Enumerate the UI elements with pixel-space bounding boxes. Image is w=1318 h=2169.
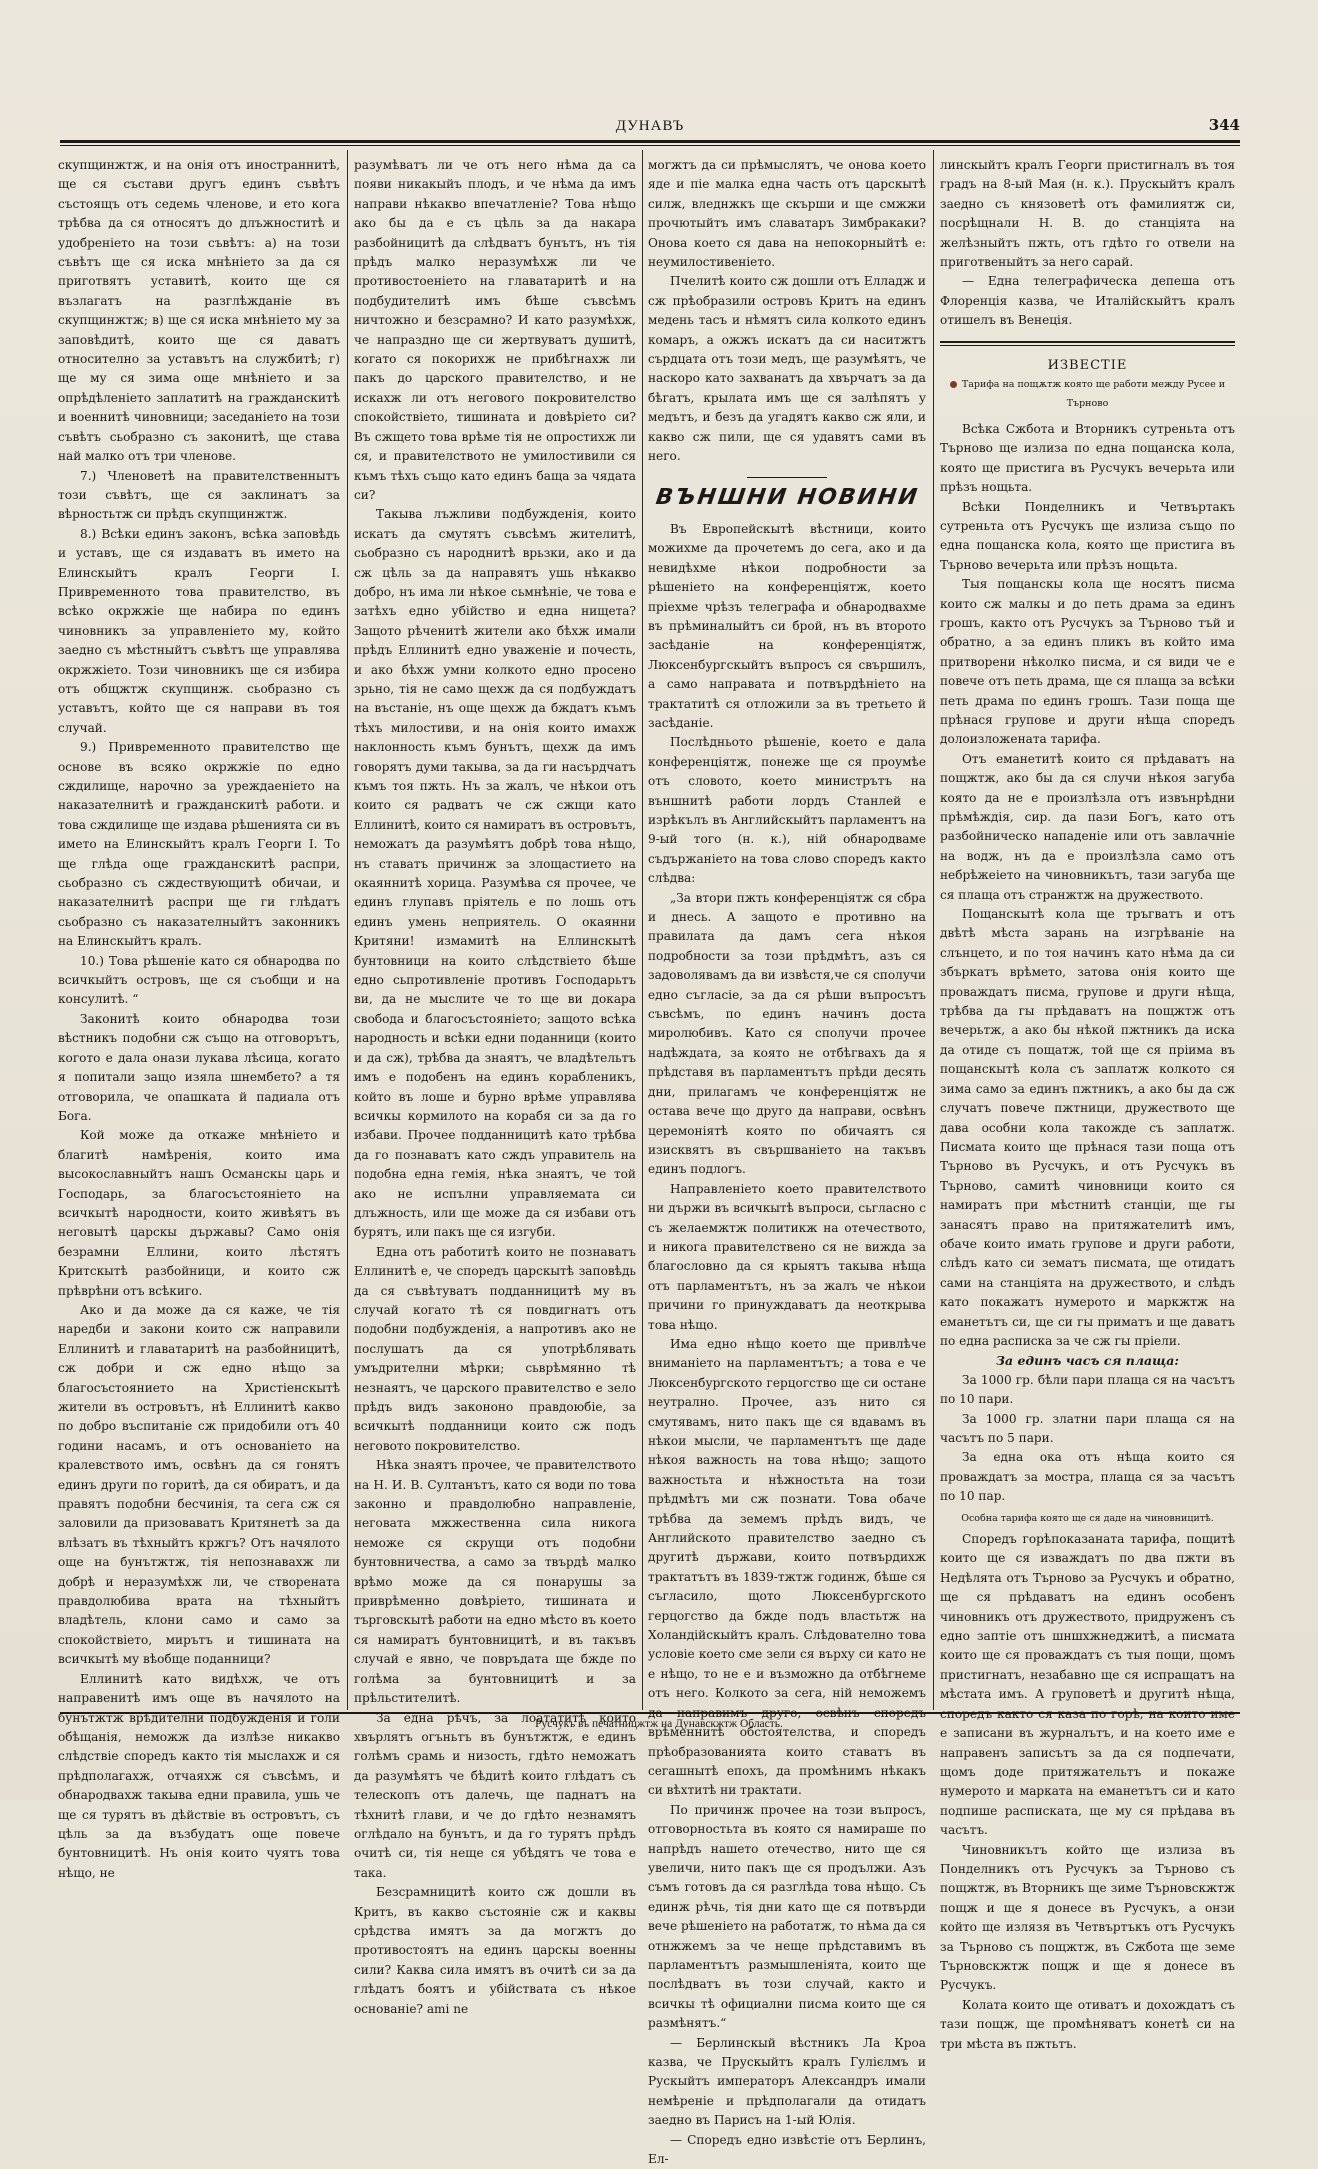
paragraph: Всѣки Понделникъ и Четвъртакъ сутреньта отъ Русчукъ ще излиза също по една пощанска кола, която ще пристига въ Търново вечерьта или прѣзъ нощьта. [940,499,1235,572]
headline-box [648,484,926,510]
paragraph: „За втори пжть конференціятж ся сбра и днесь. А защото е противно на правилата да дамъ сега нѣкоя подробности за този прѣдмѣтъ, азъ ся задоволявамъ да ви извѣстя,че ся сполучи едно съгласіе, за да ся рѣши въпросътъ съвсѣмъ, по единъ начинъ доста миролюбивъ. Като ся сполучи прочее надѣждата, за която не отбѣгвахъ да я прѣдставя въ парламентътъ прѣди десять дни, прилагамъ че конференціятж не остава вече що друго да направи, освѣнъ церемоніятѣ която по обичаятъ ся изисквятъ въ свършваніето на такъвъ единъ подлогъ. [648,890,926,1177]
paragraph: Споредъ горѣпоказаната тарифа, пощитѣ които ще ся изваждатъ по два пжти въ Недѣлята отъ Търново за Русчукъ и обратно, ще ся прѣдаватъ на единъ особенъ чиновникъ отъ дружеството, придруженъ съ едно заптіе отъ шншхжнеджитѣ, а писмата които ще ся проваждатъ съ тыя пощи, щомъ пристигнатъ, незабавно ще ся испращатъ на мѣстата имъ. А груповетѣ и другитѣ нѣща, споредъ както ся каза по горѣ, на които име е записани въ журналътъ, и на което име е направенъ записътъ за да ся подпечати, щомъ доде притяжательтъ и покаже нумерото и марката на еманетътъ си и като подпише расписката, ще му ся прѣдава въ часътъ. [940,1532,1235,1838]
page-number: 344 [1208,116,1240,134]
paragraph: Пощанскытѣ кола ще тръгватъ и отъ двѣтѣ мѣста зарань на изгрѣваніе на слънцето, и по тоя начинъ като нѣма да си збъркатъ врѣмето, затова онія които ще проваждатъ писма, групове и други нѣща, трѣбва да гы прѣдаватъ на пощжтж отъ вечерьтж, а ако бы нѣкой пжтникъ да иска да отиде съ пощатж, той ще ся пріима въ пощанскытѣ кола съ заплатж колкото ся зима само за единъ пжтникъ, а ако бы да сж случатъ повече пжтници, дружеството ще дава особни кола такожде съ заплатж. Писмата които ще прѣнася тази поща отъ Търново въ Русчукъ, и отъ Русчукъ въ Търново, самитѣ чиновници които ся намиратъ при мѣстнитѣ станціи, ще гы занасятъ право на притяжателитѣ имъ, обаче които имать групове и други работи, слѣдъ като си зематъ писмата, ще отидатъ сами на станціята на дружеството, и слѣдъ като покажатъ нумерото и маркжтж на еманетътъ си, ще си гы приматъ и ще даватъ по една расписка за че сж гы пріели. [940,907,1235,1348]
paragraph: Колата които ще отиватъ и дохождатъ съ тази пощж, ще промѣняватъ конетѣ си на три мѣста въ пжтьтъ. [940,1997,1235,2051]
column-1 [58,156,340,1880]
paragraph: Направленіето което правителството ни държи въ всичкытѣ въпроси, сьгласно с съ желаемжтж политикж на отечеството, и никога правителствено ся не вижда за благословно да ся крыятъ такыва нѣща отъ парламентътъ, нъ за жалъ че нѣкои причини го принуждаватъ да неоткрыва това нѣщо. [648,1181,926,1332]
paragraph: Нѣка знаятъ прочее, че правителството на Н. И. В. Султанътъ, като ся води по това законно и правдолюбно направленіе, неговата мжжественна сила никога неможе ся скрущи отъ подобни бунтовничества, а само за твърдѣ малко врѣмо може да ся понарушы за приврѣменно довѣріето, тишината и търговскытѣ работи на едно мѣсто въ което ся намиратъ бунтовницитѣ, и въ такъвъ случай е явно, че повръдата ще бжде по голѣма за бунтовницитѣ и за прѣльстителитѣ. [354,1458,636,1706]
paragraph: 7.) Членоветѣ на правителственнытъ този съвѣтъ, ще ся заклинатъ за вѣрностьтж си прѣдъ скупщинжтж. [58,468,340,522]
paragraph: Послѣдньото рѣшеніе, което е дала конференціятж, понеже ще ся проумѣе отъ словото, което министрътъ на външнитѣ работи лордъ Станлей е изрѣкълъ въ Английскыйтъ парламентъ на 9-ый того (н. к.), ній обнародваме съдържаніето на това слово споредъ както слѣдва: [648,735,926,886]
header-rule-thin [60,145,1240,146]
paragraph: Кой може да откаже мнѣніето и благитѣ намѣренія, които има высокославныйтъ нашъ Османскы царь и Господарь, за благосъстояніето на всичкытѣ народности, които живѣятъ въ неговытѣ царскы държавы? Само онія безрамни Еллини, които лѣстятъ Критскытѣ разбойници, и които сж прѣврѣни отъ всѣкиго. [58,1128,340,1298]
column-4 [940,156,1235,2051]
section-divider [940,341,1235,346]
paragraph: Ако и да може да ся каже, че тія наредби и закони които сж направили Еллинитѣ и главатаритѣ на разбойницитѣ, сж добри и сж едно нѣщо за благосъстоянието на Христіенскытѣ жители въ островътъ, нѣ Еллинитѣ какво по добро въспитаніе сж придобили отъ 40 години насамъ, и отъ основаніето на кралевството имъ, освѣнъ да ся гонятъ единъ други по горитѣ, да ся обиратъ, и да правятъ подобни бесчинія, та сега сж ся заловили да призоваватъ Критянетѣ за да влѣзатъ въ тѣхныйтъ кржгъ? Отъ начялото още на бунътжтж, тія непознавахж ли добрѣ и неразумѣхж ли, че створената правдолюбива врата на тѣхныйтъ владѣтель, клони само и само за спокойствіето, мирътъ и тишината на всичкытѣ му вѣобще поданници? [58,1302,340,1667]
paragraph: Такыва лъжливи подбужденія, които искатъ да смутятъ съвсѣмъ жителитѣ, сьобразно съ народнитѣ врьзки, ако и да сж цѣль за да направятъ ушь нѣкакво добро, нъ има ли нѣкое сьмнѣніе, че това е затѣхъ едно убійство и една нищета? Защото рѣченитѣ жители ако бѣхж имали прѣдъ Еллинитѣ едно уваженіе и почесть, и ако бѣхж умни колкото едно просено зрьно, тія не само щехж да ся подбуждатъ на въстаніе, нъ още щехж да бждатъ къмъ тѣхъ милостиви, и на онія които имахж наклонность къмъ бунътъ, щехж да имъ говорятъ думи такыва, за да ги насърдчатъ къмъ тоя пжть. Нъ за жалъ, че нѣкои отъ които ся радватъ че сж сжщи като Еллинитѣ, които ся намиратъ въ островътъ, неможатъ да разумѣятъ добрѣ това нѣщо, нъ ставатъ причинж за злощастието на окаяннитѣ хорица. Разумѣва ся прочее, че единъ глупавъ пріятель е по лошь отъ единъ умень неприятель. О окаянни Критяни! измамитѣ на Еллинскытѣ бунтовници на които слѣдствіето бѣше едно сьпротивленіе противъ Господарьтъ ви, да не мыслите че то ще ви докара свобода и благосъстояніето; защото всѣка народность и всѣки едни поданници (които и да сж), трѣбва да знаятъ, че владѣтельтъ имъ е подобенъ на единъ корабленикъ, който въ лоше и бурно врѣме управлява всичкы кормилото на корабя си за да го избави. Прочее подданницитѣ като трѣбва да го познаватъ като сждъ управитель на подобна една гемія, нѣка знаятъ, че той ако не испълни управляемата си длъжность, или ще може да ся избави отъ бурятъ, или пакъ ще ся изгуби. [354,507,636,1240]
paragraph: — Споредъ едно извѣстіе отъ Берлинъ, Ел- [648,2132,926,2167]
foreign-news-headline: ВЪНШНИ НОВИНИ [653,484,921,510]
paragraph: Чиновникътъ който ще излиза въ Понделникъ отъ Русчукъ за Търново съ пощжтж, въ Вторникъ ще зиме Търновскжтж пощж и ще я донесе въ Русчукъ, а онзи който ще излязя въ Четвъртъкъ отъ Русчукъ за Търново съ пощжтж, въ Сжбота ще земе Търновскжтж пощж и ще я донесе въ Русчукъ. [940,1842,1235,1993]
fees-title: За единъ часъ ся плаща: [996,1353,1179,1369]
fee-item: За 1000 гр. златни пари плаща ся на часътъ по 5 пари. [940,1411,1235,1445]
column-divider [933,150,934,1710]
header-rule [60,140,1240,143]
paragraph: Безсрамницитѣ които сж дошли въ Критъ, въ какво състояніе сж и каквы срѣдства имятъ за да могжтъ до противостоятъ на единъ царскы военны сили? Каква сила имятъ въ очитѣ си за да глѣдатъ боятъ и убійствата съ нѣкое основаніе? ami ne [354,1885,636,2016]
paragraph: — Берлинскый вѣстникъ Ла Кроа казва, че Прускыйтъ кралъ Гулієлмъ и Рускыйтъ императоръ Александръ имали немѣреніе и прѣдполагали да отидатъ заедно въ Парисъ на 1-ый Юлія. [648,2035,926,2128]
paragraph: Всѣка Сжбота и Вторникъ сутреньта отъ Търново ще излиза по една пощанска кола, която ще пристига въ Русчукъ вечерьта или прѣзъ нощьта. [940,421,1235,495]
newspaper-title: ДУНАВЪ [615,118,685,134]
printer-imprint: Русчукъ въ печатницжтж на Дунавскжтж Область. [535,1718,783,1730]
column-divider [347,150,348,1710]
paragraph: Има едно нѣщо което ще привлѣче вниманіето на парламентътъ; а това е че Люксенбургското герцогство ще си остане неутрално. Прочее, азъ нито ся смутявамъ, нито пакъ ще ся вдавамъ въ нѣкои мысли, че парламентътъ ще даде нѣкоя важность на това нѣщо; защото важностьта и нѣжностьта на този прѣдмѣтъ ми сж познати. Това обаче трѣбва да земемъ прѣдъ видъ, че Английското правителство заедно съ другитѣ държави, които потвърдихж трактатътъ въ 1839-тжтж годинж, бѣше ся съгласило, щото Люксенбургското герцогство да бжде подъ властьтж на Холандійскыйтъ кралъ. Слѣдователно това условіе което сме зели ся върху си като не е нѣщо, то не е и възможно да отбѣгнеме отъ него. Колкото за сега, ній неможемъ да направимъ друго, освѣнъ споредъ врѣменнитѣ обстоятелства, и споредъ прѣобразованията които ставатъ въ сегашнытѣ епохъ, да промѣнимъ нѣкакъ си вѣхтитѣ ни трактати. [648,1336,926,1798]
paragraph: Отъ еманетитѣ които ся прѣдаватъ на пощжтж, ако бы да ся случи нѣкоя загуба която да не е произлѣзла отъ извънрѣдни прѣмѣждія, сир. да пази Богъ, като отъ разбойническо нападеніе или отъ завлачніе на водж, нъ да е произлѣзла само отъ небрѣжеіето на чиновникътъ, тази загуба ще ся плаща отъ странжтж на дружеството. [940,751,1235,902]
special-tariff-title: Особна тарифа която ще ся даде на чиновницитѣ. [961,1512,1214,1524]
paragraph: Тыя пощанскы кола ще носятъ писма които сж малкы и до петь драма за единъ грошъ, както отъ Русчукъ за Търново тъй и обратно, а за единъ пликъ въ който има притворени нѣколко писма, и ся види че е повече отъ петь драма, ще ся плаща за всѣки петь драма по единъ грошъ. Тази поща ще прѣнася групове и други нѣща споредъ долоизложената тарифа. [940,577,1235,747]
paragraph: скупщинжтж, и на онія отъ иностраннитѣ, ще ся състави другъ единъ съвѣтъ състоящъ отъ седемь членове, и ето кога трѣбва да ся относятъ до длъжноститѣ и удобреніето на този съвѣтъ: а) на този съвѣтъ ще ся иска мнѣніето за да ся приготвятъ уставитѣ, които ще ся възлагатъ на разглѣжданіе въ скупщинжтж; в) ще ся иска мнѣніето му за заповѣдитѣ, които ще ся даватъ относително за уставътъ на службитѣ; г) ще му ся зима още мнѣніето и за опрѣдѣленіето заплатитѣ на гражданскитѣ и военнитѣ чиновници; заседаніето на този съвѣтъ сьобразно съ законитѣ, ще става най малко отъ три членове. [58,158,340,464]
paragraph: По причинж прочее на този въпросъ, отговорностьта въ която ся намираше по напрѣдъ нашето отечество, нито ще ся увеличи, нито пакъ ще ся продължи. Азъ съмъ готовъ да ся разглѣда това нѣщо. Съ единж рѣчь, тія дни като ще ся потвърди вече рѣшеніето на работатж, то нѣма да ся отнжжемъ за че неще прѣдставимъ въ парламентътъ размышленіята, които ще послѣдватъ въ този случай, както и всичкы тѣ официални писма които ще ся размѣнятъ.“ [648,1802,926,2031]
fee-item: За една ока отъ нѣща които ся проваждатъ за мостра, плаща ся за часътъ по 10 пар. [940,1450,1235,1504]
paragraph: Пчелитѣ които сж дошли отъ Елладж и сж прѣобразили островъ Критъ на единъ медень тасъ и нѣмятъ сила колкото единъ комаръ, а ожжъ искатъ да си наситжтъ сърдцата отъ този медъ, ще разумѣятъ, че наскоро като захванатъ да хвърчатъ за да бѣгатъ, крылата имъ ще ся залѣпятъ у медътъ, и безъ да угадятъ какво сж яли, и какво сж пили, ще ся удавятъ сами въ него. [648,274,926,464]
masthead [60,116,1240,140]
paragraph: Една отъ работитѣ които не познаватъ Еллинитѣ е, че споредъ царскытѣ заповѣдь да ся съвѣтуватъ подданницитѣ му въ случай когато тѣ ся повдигнатъ отъ подобни подбужденія, а напротивъ ако не послушатъ да ся употрѣблявать умъдрителни мѣрки; сьврѣмянно тѣ незнаятъ, че царского правителство е зело прѣдъ видъ закононо правдоюбіе, за всичкытѣ подданници които сж подъ неговото покровителство. [354,1244,636,1453]
paragraph: За една рѣчъ, за лоататитѣ които хвърлятъ огъньтъ въ бунътжтж, е единъ голѣмъ срамь и низость, гдѣто неможатъ да разумѣятъ че бѣдитѣ които глѣдатъ съ телескопъ отъ далечь, ще паднатъ на тѣхнитѣ глави, и че до гдѣто незнамятъ оглѣдало на бунътъ, и да го турятъ прѣдъ очитѣ си, тія неще ся убѣдятъ че това е така. [354,1710,636,1880]
section-divider [747,477,827,478]
fee-item: За 1000 гр. бѣли пари плаща ся на часътъ по 10 пари. [940,1372,1235,1407]
footer-rule [60,1712,1240,1714]
notice-subtitle: Тарифа на пощѫтж която ще работи между Русее и Търново [940,375,1235,414]
paragraph: Еллинитѣ като видѣхж, че отъ направенитѣ имъ още въ начялото на бунътжтж врѣдителни подбужденія и голи обѣщанія, неможж да излѣзе никакво слѣдствіе споредъ както тія мыслахж и ся прѣдполагахж, отчаяхж ся съвсѣмъ, и обнародвахж такыва едни правила, ушь че ще ся турятъ въ дѣйствіе въ островътъ, съ цѣль за да възбудатъ още повече бунтовницитѣ. Нъ онія които чуятъ това нѣщо, не [58,1671,340,1880]
paragraph: 8.) Всѣки единъ законъ, всѣка заповѣдь и уставъ, ще ся издаватъ въ името на Елинскыйтъ кралъ Георги I. Привременното това правителство, въ всѣко окржжіе ще набира по единъ чиновникъ за управленіето му, който заедно съ мѣстныйтъ съвѣтъ ще управлява окржжіето. Този чиновникъ ще ся избира отъ общжтж скупщинж. сьобразно съ уставътъ, който ще ся направи въ тоя случай. [58,526,340,735]
column-2 [354,156,636,2016]
column-divider [642,150,643,1710]
paragraph: 9.) Привременното правителство ще основе въ всяко окржжіе по едно сждилище, нарочно за уреждаеніето на наказателнитѣ и гражданскитѣ работи. и това сждилище ще издава рѣшенията си въ името на Елинскыйтъ кралъ Георги I. То ще глѣда още гражданскитѣ распри, сьобразно съ сждествующитѣ обичаи, и наказателнитѣ распри ще ги глѣдатъ сьобразно съ наказателныйтъ законникъ на Елинскыйтъ кралъ. [58,740,340,949]
notice-title: ИЗВЕСТІЕ [1047,357,1128,373]
paragraph: линскыйтъ кралъ Георги пристигналъ въ тоя градъ на 8-ый Мая (н. к.). Прускыйтъ кралъ заедно съ князоветѣ отъ фамилиятж си, посрѣщнали Н. В. до станціята на желѣзныйтъ пжть, отъ гдѣто го отвели на приготвеныйтъ за него сарай. [940,158,1235,270]
paragraph: разумѣватъ ли че отъ него нѣма да са появи никакыйъ плодъ, и че нѣма да имъ направи нѣкакво впечатленіе? Това нѣщо ако бы да е съ цѣль за да накара разбойницитѣ да слѣдватъ бунътъ, нъ тія прѣдъ малко неразумѣхж ли че противостоеніето на главатаритѣ и на подбудителитѣ имъ бѣше съвсѣмъ ничтожно и безсрамно? И като разумѣхж, че напраздно ще си жертвуватъ душитѣ, когато ся покорихж не прибѣгнахж ли пакъ до царского правителство, и не искахж ли отъ негового покровителство спокойствіето, тишината и довѣріето си? Въ сжщето това врѣме тія не опростихж ли ся, и правителството не умилостивили ся къмъ тѣхъ също като единъ баща за чядата си? [354,158,636,502]
paragraph: могжтъ да си прѣмыслятъ, че онова което яде и піе малка една часть отъ царскытѣ силж, вледнжкъ ще скърши и ще смжжи прочютыйтъ имъ славатаръ Зимбракаки? Онова което ся дава на непокорныйтѣ е: неумилостивеніето. [648,158,926,270]
paragraph: Законитѣ които обнародва този вѣстникъ подобни сж също на отговорътъ, когото е дала онази лукава лѣсица, когато я попитали защо изяла шнембето? а тя отговорила, че опашката й падиала отъ Бога. [58,1011,340,1123]
paragraph: — Една телеграфическа депеша отъ Флоренція казва, че Италійскыйтъ кралъ отишелъ въ Венеція. [940,274,1235,328]
paragraph: 10.) Това рѣшеніе като ся обнародва по всичкыйтъ островъ, ще ся съобщи и на консулитѣ. “ [58,953,340,1007]
ink-seal-icon [950,381,957,388]
paragraph: Въ Европейскытѣ вѣстници, които можихме да прочетемъ до сега, ако и да невидѣхме нѣкои подробности за рѣшеніето на конференціятж, което пріехме чрѣзъ телеграфа и обнародвахме въ прѣминалыйтъ си брой, нъ въ второто засѣданіе на конференціятж, Люксенбургскыйтъ въпросъ ся свършилъ, а само направата и потвърдѣніето на трактатитѣ ся отложили за въ третьето й засѣданіе. [648,521,926,730]
